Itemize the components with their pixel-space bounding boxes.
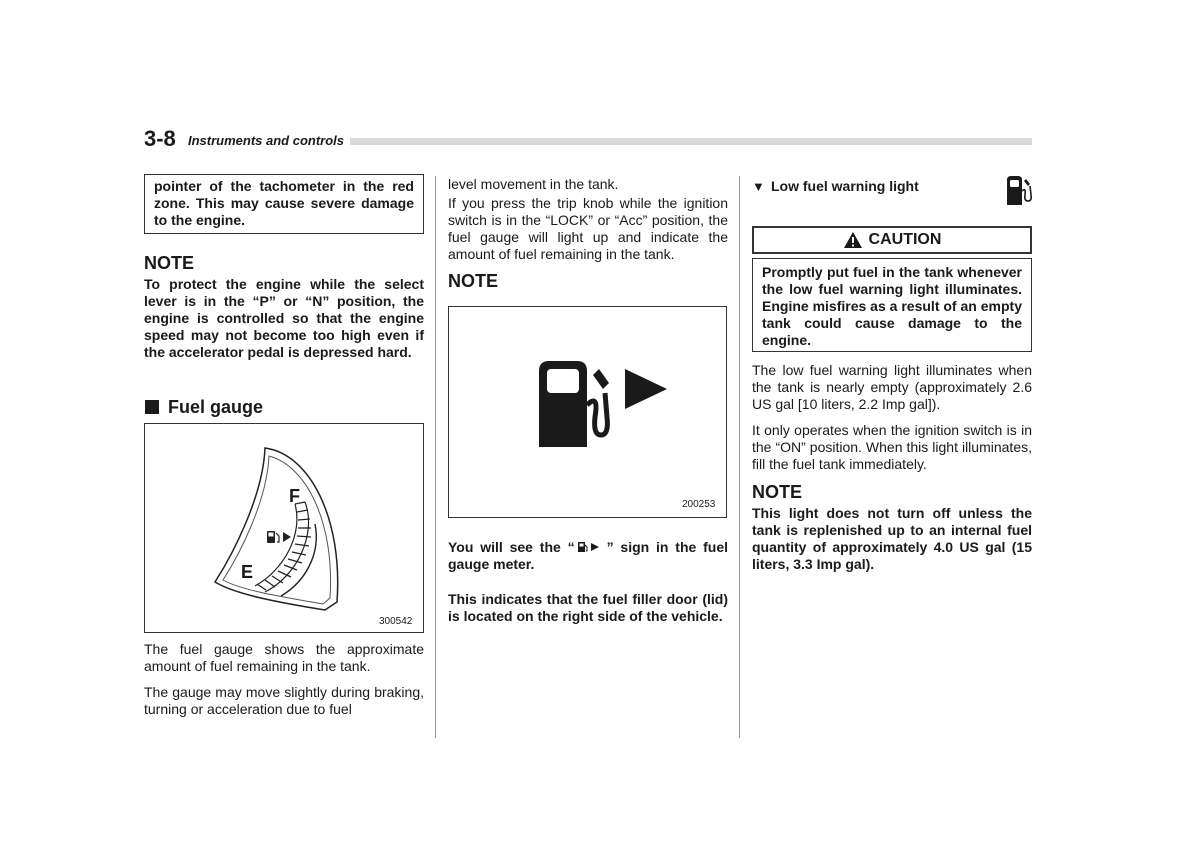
gauge-empty-label: E (241, 562, 254, 582)
warning-triangle-icon (843, 231, 863, 249)
triangle-marker-icon: ▼ (752, 179, 765, 194)
note-text-part: You will see the “ (448, 539, 575, 555)
subheading: Low fuel warning light (771, 178, 919, 194)
caution-header (752, 226, 1032, 254)
note-heading: NOTE (448, 271, 499, 291)
header-rule (350, 138, 1032, 145)
note-text: This indicates that the fuel filler door (lid) is located on the right side of the vehicle. (448, 591, 728, 624)
fuel-door-indicator-illustration (449, 307, 726, 517)
figure-code: 200253 (682, 499, 716, 510)
note-text: This light does not turn off unless the tank is replenished up to an internal fuel quantity of approximately 4.0 US gal (15 liters, 3.3 Imp gal). (752, 505, 1032, 572)
paragraph: It only operates when the ignition switch is in the “ON” position. When this light illuminates, fill the fuel tank immediately. (752, 422, 1032, 472)
note-heading: NOTE (144, 253, 195, 273)
fuel-pump-icon (537, 351, 609, 447)
fuel-pump-icon (267, 531, 291, 543)
gauge-full-label: F (289, 486, 300, 506)
page-number: 3-8 (144, 126, 176, 151)
warning-text: pointer of the tachometer in the red zone. This may cause severe damage to the engine. (154, 178, 414, 228)
fuel-door-indicator-icon (575, 541, 607, 553)
note-text: To protect the engine while the select lever is in the “P” or “N” position, the engine is controlled so that the engine speed may not become too high even if the accelerator pedal is depressed hard. (144, 276, 424, 360)
paragraph: The low fuel warning light illuminates when the tank is nearly empty (approximately 2.6 US gal [10 liters, 2.2 Imp gal]). (752, 362, 1032, 412)
section-heading: Fuel gauge (168, 397, 264, 417)
caution-label: CAUTION (868, 231, 942, 248)
warning-box (144, 174, 424, 234)
fuel-gauge-illustration (145, 424, 423, 632)
paragraph: If you press the trip knob while the ignition switch is in the “LOCK” or “Acc” position, the fuel gauge will light up and indicate the amount of fuel remaining in the tank. (448, 195, 728, 262)
column-divider (435, 176, 436, 738)
caution-text: Promptly put fuel in the tank whenever the low fuel warning light illuminates. Engine misfires as a result of an empty tank could cause damage to the engine. (762, 264, 1022, 348)
black-square-icon (145, 400, 159, 414)
caution-box (752, 258, 1032, 352)
note-text-part: ” sign in the fuel gauge meter. (448, 539, 728, 572)
section-title: Instruments and controls (188, 133, 345, 148)
note-text (448, 539, 728, 573)
fuel-gauge-figure (144, 423, 424, 633)
paragraph: The fuel gauge shows the approximate amount of fuel remaining in the tank. (144, 641, 424, 674)
low-fuel-warning-icon (1004, 174, 1034, 206)
fuel-door-figure (448, 306, 727, 518)
column-divider (739, 176, 740, 738)
note-heading: NOTE (752, 482, 803, 502)
figure-code: 300542 (379, 616, 413, 627)
paragraph: The gauge may move slightly during braking, turning or acceleration due to fuel (144, 684, 424, 717)
right-arrow-icon (625, 369, 667, 409)
paragraph: level movement in the tank. (448, 176, 619, 192)
